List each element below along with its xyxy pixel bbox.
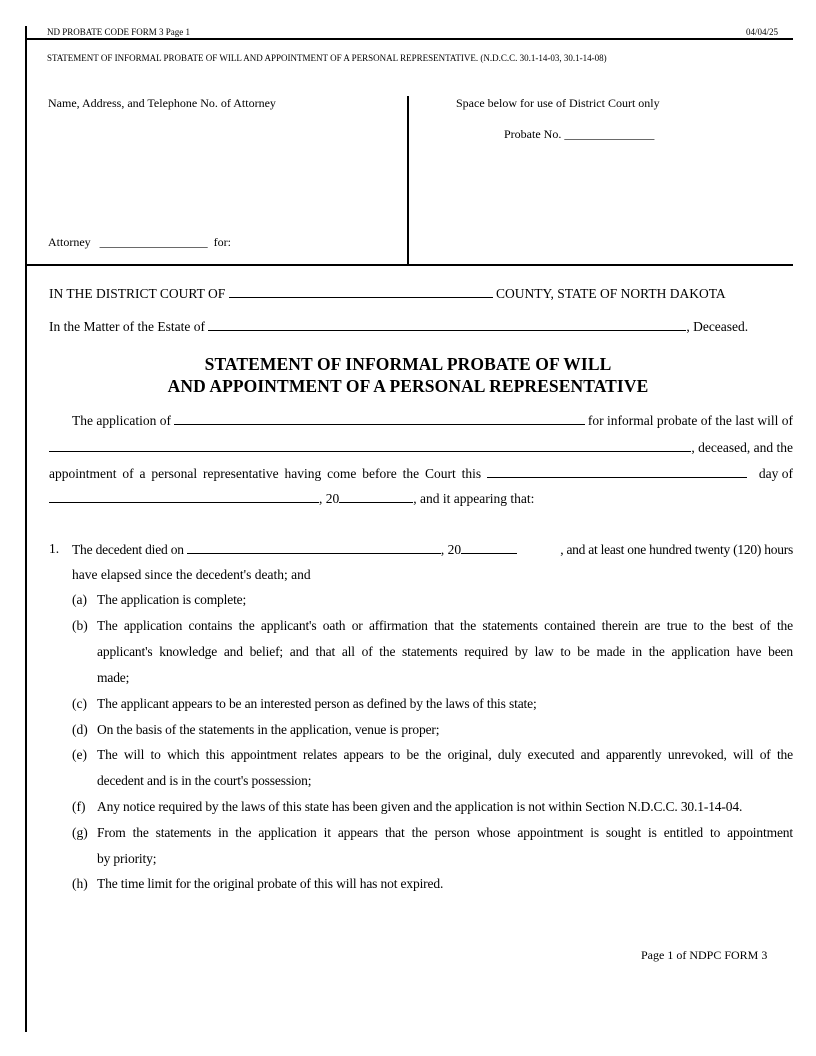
year-field[interactable] (339, 490, 413, 503)
subitem-text: decedent and is in the court's possession; (97, 773, 312, 788)
form-subtitle: STATEMENT OF INFORMAL PROBATE OF WILL AND APPOINTMENT OF A PERSONAL REPRESENTATIVE. (N.D.C.C. 30.1-14-03, 30.1-14-08) (47, 53, 607, 63)
court-suffix: COUNTY, STATE OF NORTH DAKOTA (495, 286, 726, 301)
attorney-label: Attorney (48, 235, 91, 249)
title-line-2: AND APPOINTMENT OF A PERSONAL REPRESENTATIVE (167, 376, 649, 396)
caption-rule (25, 264, 793, 266)
subitem-text: made; (97, 670, 130, 685)
intro-year-prefix: , 20 (319, 491, 340, 506)
attorney-info-label: Name, Address, and Telephone No. of Attorney (48, 96, 276, 110)
subitem-label: (f) (72, 799, 86, 814)
matter-suffix: , Deceased. (686, 319, 749, 334)
intro-line-4 (49, 490, 534, 507)
decedent-name-field[interactable] (208, 318, 686, 331)
subitem-label: (e) (72, 747, 87, 762)
intro-deceased-suffix: , deceased, and the (691, 440, 793, 455)
item-1-died-on: The decedent died on (72, 542, 184, 557)
item-1-number: 1. (49, 541, 60, 556)
title-line-1: STATEMENT OF INFORMAL PROBATE OF WILL (204, 354, 612, 374)
matter-line (49, 318, 748, 335)
subitem-text: The application is complete; (97, 592, 247, 607)
subitem-text: From the statements in the application it appears that the person whose appointment is sought is entitled to appointment (97, 825, 793, 840)
intro-line-1 (72, 412, 793, 429)
subitem-text: The time limit for the original probate of this will has not expired. (97, 876, 444, 891)
item-1-hours: , and at least one hundred twenty (120) hours (560, 542, 793, 557)
form-id: ND PROBATE CODE FORM 3 Page 1 (47, 27, 191, 37)
left-margin-rule (25, 26, 27, 1032)
subitem-text: applicant's knowledge and belief; and that all of the statements required by law to be made in the application have been (97, 644, 793, 659)
court-prefix: IN THE DISTRICT COURT OF (49, 286, 226, 301)
subitem-text: The will to which this appointment relates appears to be the original, duly executed and apparently unrevoked, will of the (97, 747, 793, 762)
subitem-label: (c) (72, 696, 87, 711)
intro-line-2 (49, 439, 793, 456)
for-label: for: (213, 235, 231, 249)
subitem-label: (h) (72, 876, 88, 891)
subitem-text: The applicant appears to be an interested person as defined by the laws of this state; (97, 696, 537, 711)
probate-number (504, 127, 654, 142)
item-1-line-1 (72, 541, 793, 558)
intro-appearing: , and it appearing that: (413, 491, 535, 506)
subitem-text: On the basis of the statements in the application, venue is proper; (97, 722, 440, 737)
intro-appointment-text: appointment of a personal representative having come before the Court this (49, 466, 482, 481)
county-field[interactable] (229, 285, 493, 298)
box-divider (407, 96, 409, 266)
subitem-label: (b) (72, 618, 88, 633)
probate-no-field[interactable]: _______________ (564, 127, 655, 141)
testator-field[interactable] (49, 439, 691, 452)
subitem-text: The application contains the applicant's oath or affirmation that the statements contained therein are true to the best of the (97, 618, 793, 633)
item-1-year-prefix: , 20 (440, 542, 462, 557)
month-field[interactable] (49, 490, 319, 503)
intro-applicant-suffix: for informal probate of the last will of (587, 413, 793, 428)
death-date-field[interactable] (187, 541, 441, 554)
matter-prefix: In the Matter of the Estate of (49, 319, 205, 334)
attorney-line (48, 235, 231, 250)
probate-no-label: Probate No. (504, 127, 562, 141)
form-date: 04/04/25 (746, 27, 779, 37)
applicant-field[interactable] (174, 412, 585, 425)
court-use-label: Space below for use of District Court only (456, 96, 660, 110)
attorney-field[interactable]: __________________ (99, 235, 208, 249)
intro-applicant-prefix: The application of (72, 413, 171, 428)
subitem-label: (d) (72, 722, 88, 737)
intro-day-of: day of (758, 466, 793, 481)
day-field[interactable] (487, 465, 747, 478)
death-year-field[interactable] (461, 541, 517, 554)
subitem-text: Any notice required by the laws of this state has been given and the application is not within Section N.D.C.C. 30.1-14-04. (97, 799, 743, 814)
header-rule (25, 38, 793, 40)
court-line (49, 285, 726, 302)
subitem-label: (g) (72, 825, 88, 840)
item-1-line-2: have elapsed since the decedent's death; and (72, 567, 311, 582)
subitem-label: (a) (72, 592, 87, 607)
subitem-text: by priority; (97, 851, 157, 866)
intro-line-3 (49, 465, 793, 482)
page-footer: Page 1 of NDPC FORM 3 (641, 948, 768, 962)
